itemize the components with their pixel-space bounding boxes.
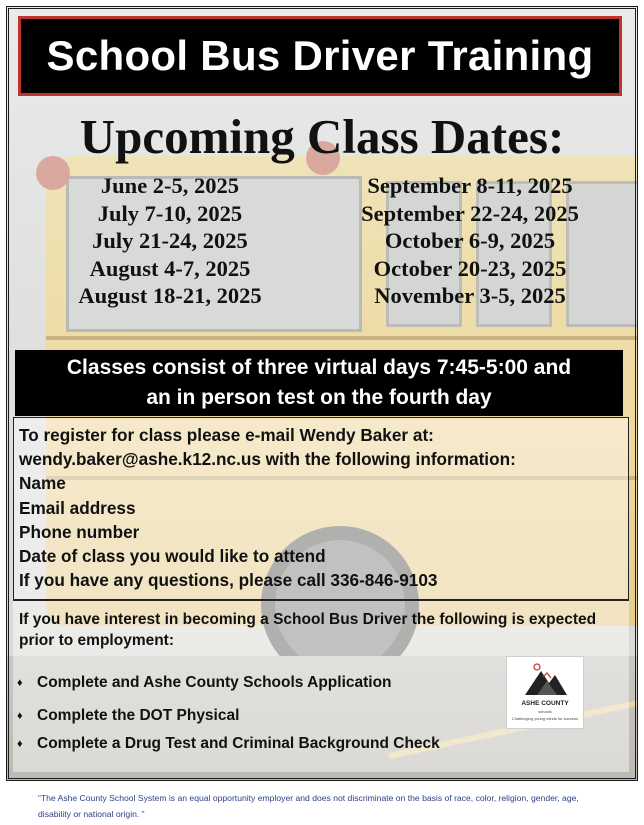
class-date: August 4-7, 2025 [89,255,251,281]
classes-info-line: Classes consist of three virtual days 7:45-5:00 and [66,356,572,379]
requirement-item [17,735,440,753]
logo-tagline: Challenging young minds for success [511,716,579,721]
logo-name: ASHE COUNTY [521,700,569,707]
class-date: July 7-10, 2025 [97,200,243,226]
ashe-county-schools-logo [506,656,584,729]
dates-column-right [325,172,615,310]
subtitle: Upcoming Class Dates: [79,109,565,164]
diamond-bullet-icon: ♦ [17,710,23,722]
mountain-logo-icon [507,657,583,701]
classes-info-line: an in person test on the fourth day [146,386,492,409]
dates-column-left [40,172,300,310]
diamond-bullet-icon: ♦ [17,738,23,750]
class-date: September 8-11, 2025 [367,173,573,198]
register-item: Date of class you would like to attend [19,546,326,567]
class-date: June 2-5, 2025 [100,173,240,198]
register-item: Email address [19,497,136,518]
class-date: October 20-23, 2025 [373,255,567,281]
requirement-text: Complete a Drug Test and Criminal Background Check [37,735,440,752]
requirement-item [17,674,392,692]
class-date: July 21-24, 2025 [92,228,248,253]
register-email-line: wendy.baker@ashe.k12.nc.us with the following information: [19,449,516,470]
class-date: November 3-5, 2025 [374,283,566,308]
class-date: September 22-24, 2025 [361,200,579,226]
requirement-text: Complete and Ashe County Schools Application [37,674,392,691]
requirement-item [17,707,239,725]
diamond-bullet-icon: ♦ [17,677,23,689]
class-date: August 18-21, 2025 [78,283,262,308]
logo-word: schools [538,709,552,714]
questions-phone: If you have any questions, please call 336-846-9103 [19,570,438,591]
register-item: Name [19,473,66,494]
class-date: October 6-9, 2025 [384,228,556,253]
register-item: Phone number [19,521,140,542]
register-instructions: To register for class please e-mail Wendy Baker at: [19,425,434,445]
registration-box [13,417,629,600]
requirement-text: Complete the DOT Physical [37,707,240,724]
classes-info-box [15,350,623,416]
page-title: School Bus Driver Training [46,32,594,79]
interest-box [13,600,629,772]
interest-intro: If you have interest in becoming a School Bus Driver the following is expected prior to employment: [19,611,597,649]
title-banner [18,16,622,96]
equal-opportunity-statement: “The Ashe County School System is an equal opportunity employer and does not discriminate on the basis of race, color, religion, gender, age, disability or national origin. ” [38,793,579,819]
